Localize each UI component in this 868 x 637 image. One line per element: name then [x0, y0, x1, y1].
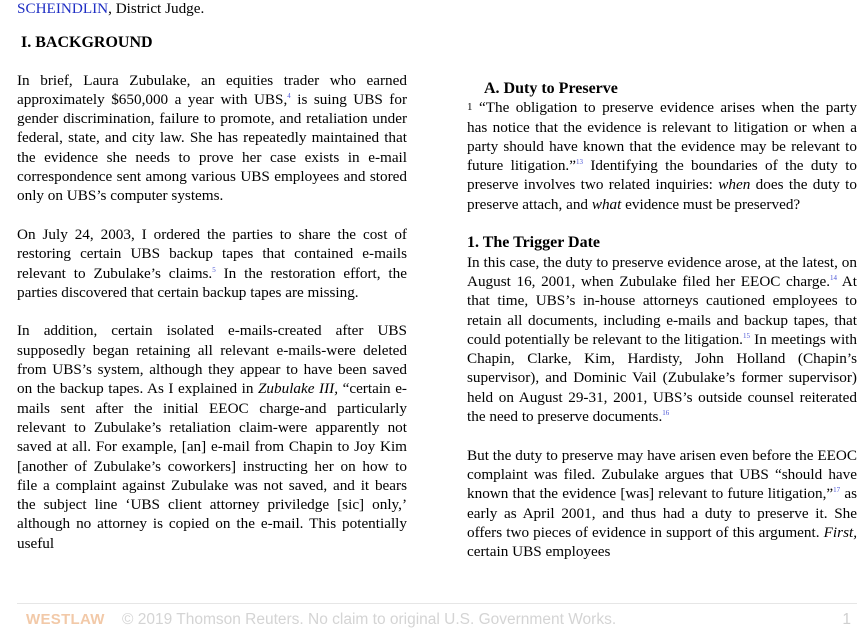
right-paragraph-1: $^1$ “The obligation to preserve evidence arises when the party has notice that the evidence is relevant to litigation or when a party should have known that the evidence may be relevant to future litigation.”$^{13}$ Identifying the boundaries of the duty to preserve involves two related inquiries: when does the duty to preserve attach, and what evidence must be preserved? — [467, 99, 858, 213]
footnote-13-link[interactable]: 13 — [575, 158, 583, 167]
footer-watermark — [17, 603, 857, 637]
case-citation: Zubulake III, — [257, 380, 339, 398]
right-paragraph-2: In this case, the duty to preserve evidence arose, at the latest, on August 16, 2001, when Zubulake filed her EEOC charge.$^{14}$ At that time, UBS’s in-house attorneys cautioned employees to retain all documents, including e-mails and backup tapes, that could potentially be relevant to the litigation.$^{15}$ In meetings with Chapin, Clarke, Kim, Hardisty, John Holland (Chapin’s supervisor), and Dominic Vail (Zubulake’s former supervisor) held on August 29-31, 2001, UBS’s outside counsel reiterated the need to preserve documents.$^{16}$ — [467, 253, 857, 426]
footnote-17-link[interactable]: 17 — [833, 486, 841, 495]
footnote-5-link[interactable]: 5 — [212, 265, 216, 274]
judge-line — [17, 0, 407, 18]
trigger-heading: 1. The Trigger Date — [467, 234, 601, 252]
footnote-15-link[interactable]: 15 — [742, 331, 750, 340]
footnote-14-link[interactable]: 14 — [830, 273, 838, 282]
left-paragraph-1: In brief, Laura Zubulake, an equities trader who earned approximately $650,000 a year with UBS,$^4$ is suing UBS for gender discrimination, failure to promote, and retaliation under federal, state, and city law. She has repeatedly maintained that the evidence she needs to prove her case exists in e-mail correspondence sent among various UBS employees and stored only on UBS’s computer systems. — [17, 71, 408, 205]
left-paragraph-2: On July 24, 2003, I ordered the parties to share the cost of restoring certain UBS backup tapes that contained e-mails relevant to Zubulake’s claims.$^5$ In the restoration effort, the parties discovered that certain backup tapes are missing. — [17, 225, 407, 301]
footnote-16-link[interactable]: 16 — [662, 408, 670, 417]
judge-suffix: , District Judge. — [108, 0, 205, 17]
paragraph-marker: 1 — [467, 101, 473, 114]
copyright-notice: © 2019 Thomson Reuters. No claim to original U.S. Government Works. — [122, 611, 617, 628]
left-paragraph-3: In addition, certain isolated e-mails-created after UBS supposedly began retaining all relevant e-mails-were deleted from UBS’s system, although they appear to have been saved on the backup tapes. As I explained in Zubulake III, “certain e-mails sent after the initial EEOC charge-and particularly relevant to Zubulake’s retaliation claim-were apparently not saved at all. For example, [an] e-mail from Chapin to Joy Kim [another of Zubulake’s coworkers] instructing her on how to file a complaint against Zubulake was not saved, and it bears the subject line ‘UBS client attorney priviledge [sic] only,’ although no attorney is copied on the e-mail. This potentially useful — [17, 322, 407, 552]
right-column — [467, 0, 857, 561]
page-number: 1 — [842, 611, 851, 628]
duty-heading: A. Duty to Preserve — [484, 80, 618, 97]
footnote-4-link[interactable]: 4 — [287, 91, 291, 100]
left-column — [17, 0, 407, 553]
judge-link[interactable]: SCHEINDLIN — [17, 0, 109, 17]
westlaw-logo: WESTLAW — [26, 611, 105, 628]
right-paragraph-3: But the duty to preserve may have arisen even before the EEOC complaint was filed. Zubulake argues that UBS “should have known that the evidence [was] relevant to future litigation,”$^{17}$ as early as April 2001, and thus had a duty to preserve it. She offers two pieces of evidence in support of this argument. First, certain UBS employees — [467, 446, 858, 561]
background-heading: I. BACKGROUND — [21, 34, 153, 52]
